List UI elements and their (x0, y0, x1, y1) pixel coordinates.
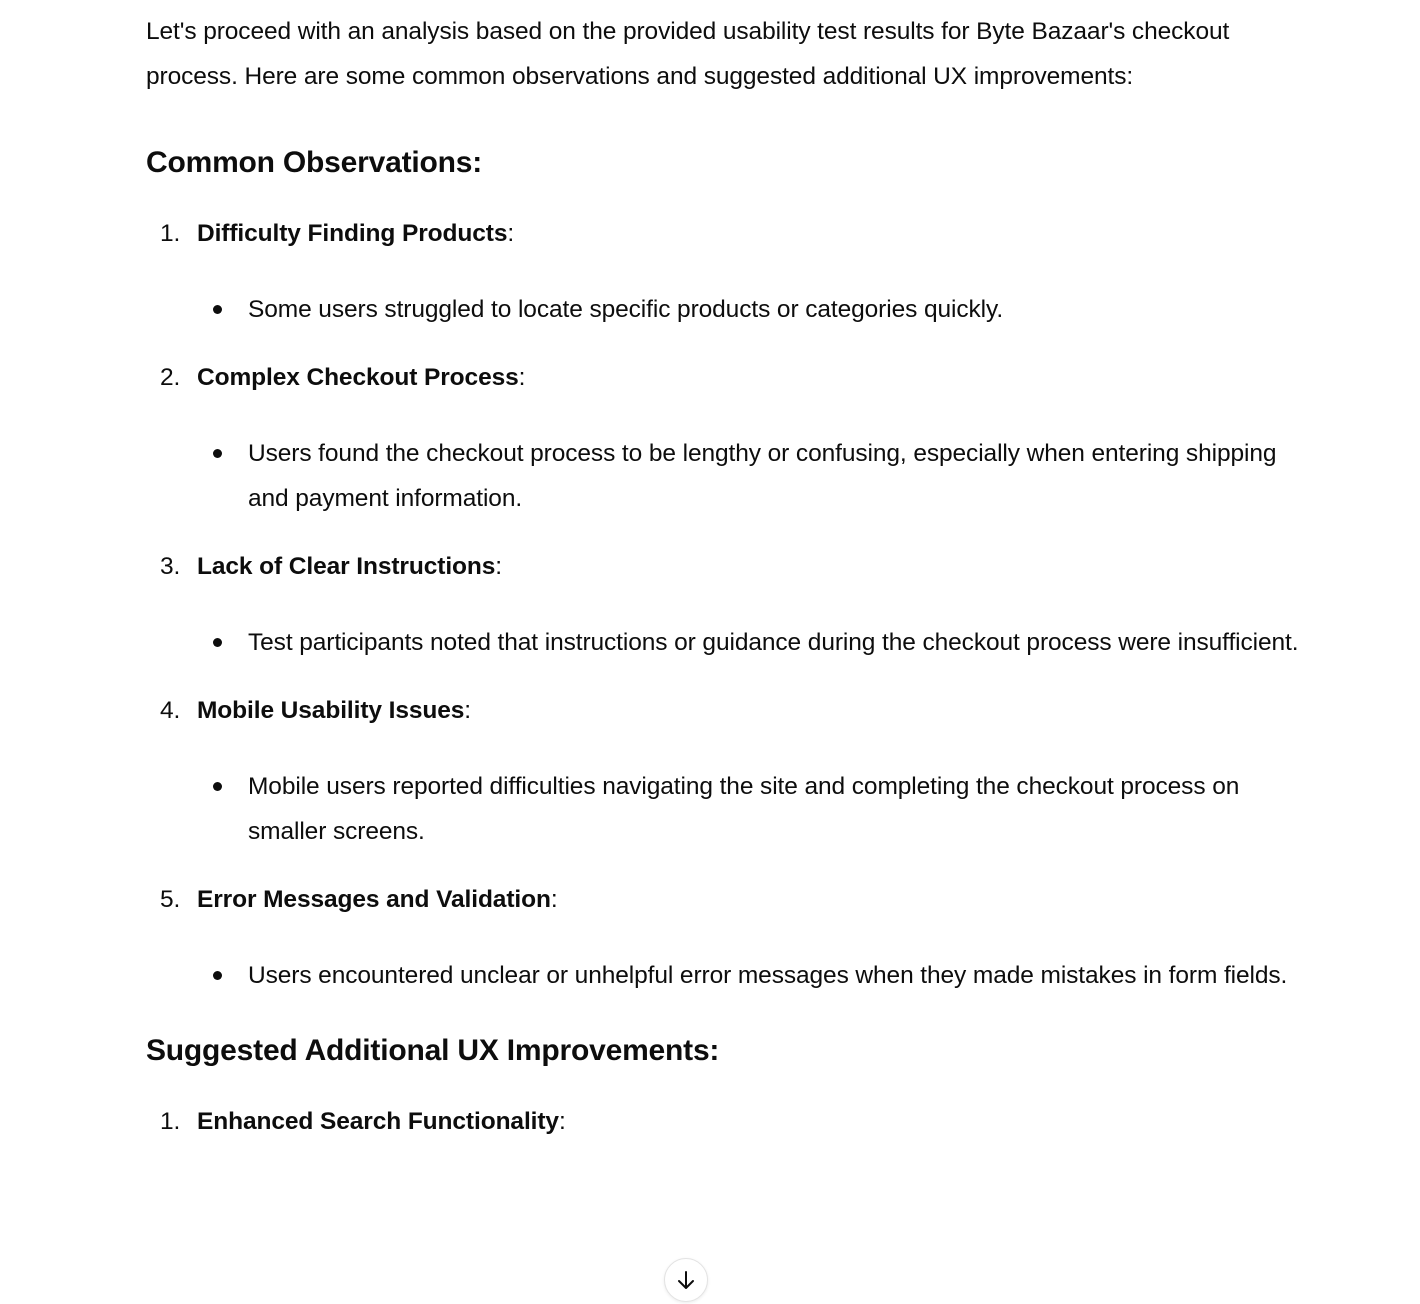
item-title: Mobile Usability Issues (197, 697, 465, 724)
bullet-text: Mobile users reported difficulties navigating the site and completing the checkout process on smaller screens. (248, 773, 1240, 845)
bullet-text: Users encountered unclear or unhelpful error messages when they made mistakes in form fields. (248, 962, 1288, 989)
list-item (146, 211, 1316, 332)
bullet-text: Users found the checkout process to be lengthy or confusing, especially when entering shipping and payment information. (248, 440, 1277, 512)
item-title: Lack of Clear Instructions (197, 553, 496, 580)
sub-list (197, 953, 1316, 998)
item-title: Enhanced Search Functionality (197, 1108, 559, 1135)
bullet-dot-icon (213, 449, 222, 458)
item-colon: : (518, 364, 526, 391)
list-number: 5. (160, 886, 181, 913)
list-number: 2. (160, 364, 181, 391)
assistant-message (146, 9, 1316, 1144)
list-number: 1. (160, 1108, 181, 1135)
item-colon: : (464, 697, 472, 724)
bullet-item (197, 620, 1316, 665)
list-item (146, 355, 1316, 521)
bullet-dot-icon (213, 638, 222, 647)
sub-list (197, 620, 1316, 665)
bullet-dot-icon (213, 971, 222, 980)
sub-list (197, 764, 1316, 854)
item-title: Error Messages and Validation (197, 886, 551, 913)
bullet-dot-icon (213, 782, 222, 791)
list-number: 3. (160, 553, 181, 580)
list-number: 1. (160, 220, 181, 247)
item-colon: : (558, 1108, 566, 1135)
scroll-to-bottom-button[interactable] (664, 1258, 708, 1302)
sub-list (197, 287, 1316, 332)
bullet-item (197, 431, 1316, 521)
common-observations-heading: Common Observations: (146, 146, 483, 179)
bullet-item (197, 764, 1316, 854)
item-colon: : (495, 553, 502, 580)
list-item (146, 544, 1316, 665)
bullet-text: Test participants noted that instructions or guidance during the checkout process were insufficient. (248, 629, 1299, 656)
list-number: 4. (160, 697, 181, 724)
list-item (146, 877, 1316, 998)
observations-list (146, 211, 1316, 998)
item-colon: : (507, 220, 515, 247)
sub-list (197, 431, 1316, 521)
item-title: Difficulty Finding Products (197, 220, 508, 247)
intro-paragraph: Let's proceed with an analysis based on the provided usability test results for Byte Bazaar's checkout process. Here are some common observations and suggested additional UX improvements: (146, 18, 1230, 90)
item-colon: : (550, 886, 558, 913)
bullet-item (197, 287, 1316, 332)
list-item (146, 688, 1316, 854)
improvements-list (146, 1099, 1316, 1144)
bullet-item (197, 953, 1316, 998)
item-title: Complex Checkout Process (197, 364, 519, 391)
list-item (146, 1099, 1316, 1144)
bullet-dot-icon (213, 305, 222, 314)
suggested-improvements-heading: Suggested Additional UX Improvements: (146, 1034, 720, 1067)
arrow-down-icon (674, 1268, 698, 1292)
bullet-text: Some users struggled to locate specific products or categories quickly. (248, 296, 1004, 323)
